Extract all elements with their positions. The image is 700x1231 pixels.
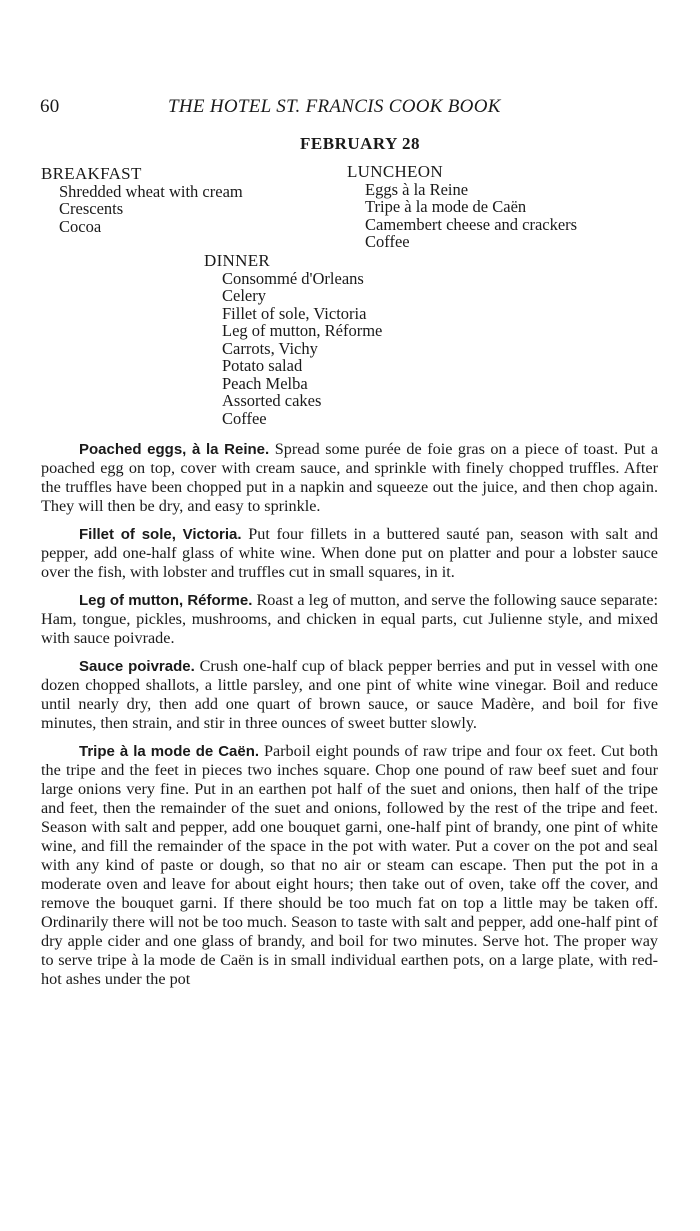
breakfast-menu [41,165,243,235]
recipe-title: Tripe à la mode de Caën. [79,743,260,760]
recipe-fillet-of-sole [41,525,658,582]
luncheon-heading: LUNCHEON [347,162,443,181]
recipe-sauce-poivrade [41,657,658,733]
menu-item: Peach Melba [222,373,308,393]
page-number: 60 [40,96,60,117]
menu-item: Consommé d'Orleans [222,268,364,288]
menu-item: Fillet of sole, Victoria [222,303,367,323]
recipe-title: Leg of mutton, Réforme. [79,592,253,609]
recipe-text: Spread some purée de foie gras on a piece of toast. Put a poached egg on top, cover with cream sauce, and sprinkle with finely chopped truffles. After the truffles have been chopped put in a napkin and squeeze out the juice, and then chop again. They will then be dry, and easy to sprinkle. [41,440,659,515]
menu-item: Leg of mutton, Réforme [222,321,383,340]
menu-item: Carrots, Vichy [222,338,318,358]
recipe-text: Crush one-half cup of black pepper berries and put in vessel with one dozen chopped shallots, a little parsley, and one pint of white wine vinegar. Boil and reduce until nearly dry, then add one quart of brown sauce, or sauce Madère, and boil for five minutes, then strain, and stir in three ounces of sweet butter slowly. [41,657,658,732]
recipe-text: Put four fillets in a buttered sauté pan, season with salt and pepper, add one-half glass of white wine. When done put on platter and pour a lobster sauce over the fish, with lobster and truffles cut in small squares, in it. [41,525,659,581]
date-heading: FEBRUARY 28 [300,134,420,153]
dinner-menu [204,252,382,427]
recipe-title: Fillet of sole, Victoria. [79,526,242,543]
recipe-leg-of-mutton [41,591,658,648]
recipe-tripe-caen [41,742,658,989]
book-title: THE HOTEL ST. FRANCIS COOK BOOK [168,96,501,117]
recipe-text: Parboil eight pounds of raw tripe and four ox feet. Cut both the tripe and the feet in pieces two inches square. Chop one pound of raw beef suet and four large onions very fine. Put in an earthen pot half of the suet and onions, then half of the tripe and feet, then the remainder of the suet and onions, followed by the rest of the tripe and feet. Season with salt and pepper, add one bouquet garni, one-half pint of brandy, one pint of white wine, and fill the remainder of the space in the pot with water. Put a cover on the pot and seal with any kind of paste or dough, so that no air or steam can escape. Then put the pot in a moderate oven and leave for about eight hours; then take out of oven, take off the cover, and remove the bouquet garni. If there should be too much fat on top a little may be taken off. Ordinarily there will not be too much. Season to taste with salt and pepper, add one-half pint of dry apple cider and one glass of brandy, and boil for two minutes. Serve hot. The proper way to serve tripe à la mode de Caën is in small individual earthen pots, on a large plate, with red-hot ashes under the pot [41,742,658,988]
menu-item: Eggs à la Reine [365,179,469,199]
menu-item: Potato salad [222,356,303,375]
menu-item: Coffee [222,408,267,428]
menu-item: Shredded wheat with cream [59,181,243,201]
menu-item: Assorted cakes [222,391,322,410]
recipe-text: Roast a leg of mutton, and serve the following sauce separate: Ham, tongue, pickles, mushrooms, and chicken in equal parts, cut Julienne style, and mixed with sauce poivrade. [41,591,658,647]
breakfast-heading: BREAKFAST [41,164,142,183]
menu-item: Tripe à la mode de Caën [365,197,527,216]
menu-item: Celery [222,286,266,305]
recipes-section [41,440,658,998]
menu-item: Camembert cheese and crackers [365,214,578,234]
menu-item: Crescents [59,199,124,218]
dinner-heading: DINNER [204,251,271,270]
recipe-poached-eggs [41,440,658,516]
menu-item: Coffee [365,232,410,251]
menu-item: Cocoa [59,216,102,236]
luncheon-menu [347,163,577,251]
recipe-title: Sauce poivrade. [79,658,195,675]
recipe-title: Poached eggs, à la Reine. [79,441,270,458]
